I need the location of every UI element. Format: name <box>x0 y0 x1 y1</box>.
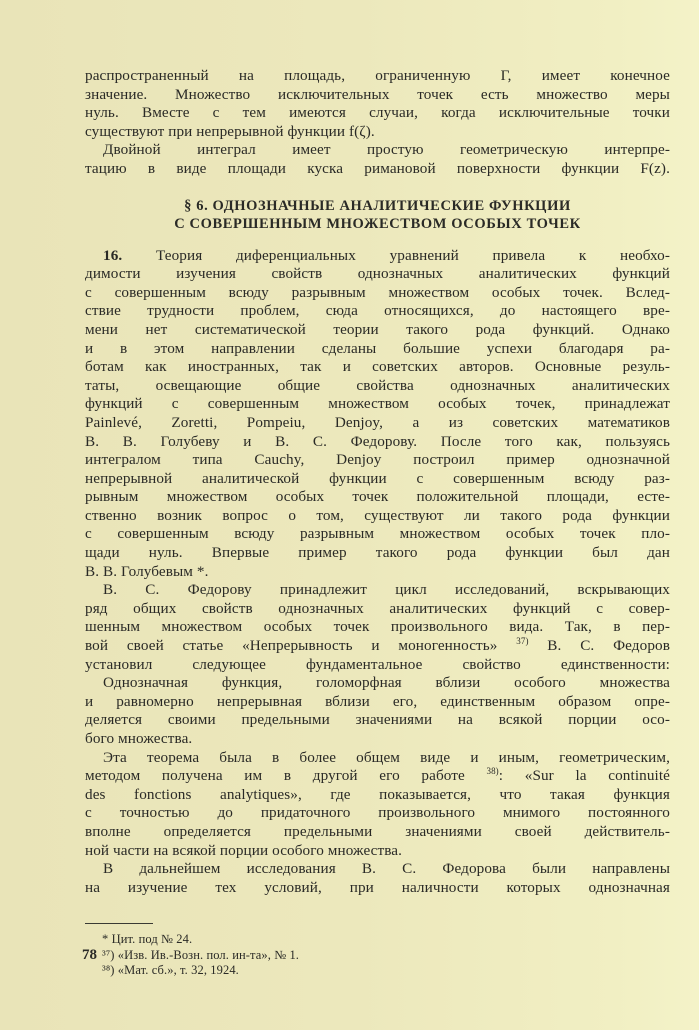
text-line: функций с совершенным множеством особых точек, принадлежат <box>85 395 670 413</box>
paragraph-number: 16. <box>103 246 123 264</box>
text-fragment: вой своей статье «Непрерывность и моногенность» <box>85 637 498 655</box>
text-line: Однозначная функция, голоморфная вблизи особого множества <box>103 674 670 692</box>
text-line: вполне определяется предельными значениями своей действитель- <box>85 822 670 840</box>
text-line: тацию в виде площади куска римановой поверхности функции F(z). <box>85 159 670 177</box>
text-line: с совершенным всюду разрывным множеством особых точек. Вслед- <box>85 283 670 301</box>
text-line: Эта теорема была в более общем виде и иным, геометрическим, <box>103 748 670 766</box>
footnote-37: ³⁷) «Изв. Ив.-Возн. пол. ин-та», № 1. <box>102 947 300 962</box>
text-line: и в этом направлении сделаны большие успехи благодаря ра- <box>85 339 670 357</box>
text-line: и равномерно непрерывная вблизи его, единственным образом опре- <box>85 692 670 710</box>
text-line: ной части на всякой порции особого множества. <box>85 841 403 859</box>
fedorov-paragraph <box>85 581 670 674</box>
section-heading <box>85 197 670 233</box>
text-line: щади нуль. Впервые пример такого рода функции был дан <box>85 544 670 562</box>
text-line: таты, освещающие общие свойства однозначных аналитических <box>85 376 670 394</box>
text-line: В. С. Федорову принадлежит цикл исследований, вскрывающих <box>103 581 670 599</box>
text-line: непрерывной аналитической функции с совершенным всюду раз- <box>85 469 670 487</box>
footnote-star: * Цит. под № 24. <box>102 932 193 947</box>
footnote-ref-37[interactable]: 37) <box>516 635 529 646</box>
text-line: бого множества. <box>85 730 193 747</box>
text-line: В. В. Голубеву и В. С. Федорову. После того как, пользуясь <box>85 432 670 450</box>
page-body <box>85 67 670 979</box>
text-line <box>85 247 670 266</box>
text-fragment: Теория диференциальных уравнений привела к необхо- <box>155 246 670 264</box>
text-line: рывным множеством особых точек положительной площади, есте- <box>85 488 670 506</box>
page-number: 78 <box>82 947 97 963</box>
text-line: нуль. Вместе с тем имеются случаи, когда исключительные точки <box>85 104 670 122</box>
text-line: на изучение тех условий, при наличности которых однозначная <box>85 878 670 896</box>
text-line: значение. Множество исключительных точек есть множество меры <box>85 85 670 103</box>
text-line: ботам как иностранных, так и советских авторов. Основные резуль- <box>85 358 670 376</box>
section-heading-line: С СОВЕРШЕННЫМ МНОЖЕСТВОМ ОСОБЫХ ТОЧЕК <box>174 215 581 232</box>
further-research-paragraph <box>85 860 670 897</box>
text-line: мени нет систематической теории такого рода функций. Однако <box>85 320 670 338</box>
text-line: ряд общих свойств однозначных аналитических функций с совер- <box>85 599 670 617</box>
text-fragment: : «Sur la continuité <box>498 767 671 785</box>
text-fragment: методом получена им в другой его работе <box>85 767 487 785</box>
footnote-divider <box>85 923 153 924</box>
paragraph-16 <box>85 247 670 582</box>
footnotes <box>85 932 670 979</box>
double-integral-paragraph <box>85 141 670 178</box>
text-line: шенным множеством особых точек произвольного вида. Так, в пер- <box>85 618 670 636</box>
text-line: существуют при непрерывной функции f(ζ). <box>85 122 375 140</box>
text-line: распространенный на площадь, ограниченную Γ, имеет конечное <box>85 67 670 84</box>
section-heading-line: § 6. ОДНОЗНАЧНЫЕ АНАЛИТИЧЕСКИЕ ФУНКЦИИ <box>184 197 571 214</box>
text-line: интегралом типа Cauchy, Denjoy построил пример однозначной <box>85 451 670 469</box>
text-line <box>85 767 670 786</box>
text-line: с совершенным всюду разрывным множеством особых точек пло- <box>85 525 670 543</box>
text-line: установил следующее фундаментальное свойство единственности: <box>85 655 670 673</box>
footnote-38: ³⁸) «Мат. сб.», т. 32, 1924. <box>102 963 239 978</box>
text-line: ствие трудности проблем, сюда относящихся, до настоящего вре- <box>85 302 670 320</box>
text-line: des fonctions analytiques», где показывается, что такая функция <box>85 785 670 803</box>
text-line: Painlevé, Zoretti, Pompeiu, Denjoy, а из советских математиков <box>85 413 670 431</box>
text-line: В. В. Голубевым *. <box>85 562 209 580</box>
text-line: димости изучения свойств однозначных аналитических функций <box>85 265 670 283</box>
text-line <box>85 637 670 656</box>
text-line: Двойной интеграл имеет простую геометрическую интерпре- <box>103 141 670 159</box>
opening-paragraph <box>85 67 670 141</box>
text-line: деляется своими предельными значениями на всякой порции осо- <box>85 711 670 729</box>
text-fragment: В. С. Федоров <box>528 637 670 655</box>
text-line: ственно возник вопрос о том, существуют ли такого рода функции <box>85 506 670 524</box>
footnote-ref-38[interactable]: 38) <box>486 766 499 777</box>
text-line: с точностью до придаточного произвольного мнимого постоянного <box>85 804 670 822</box>
text-line: В дальнейшем исследования В. С. Федорова были направлены <box>103 860 670 878</box>
theorem-paragraph <box>85 674 670 748</box>
general-theorem-paragraph <box>85 749 670 861</box>
